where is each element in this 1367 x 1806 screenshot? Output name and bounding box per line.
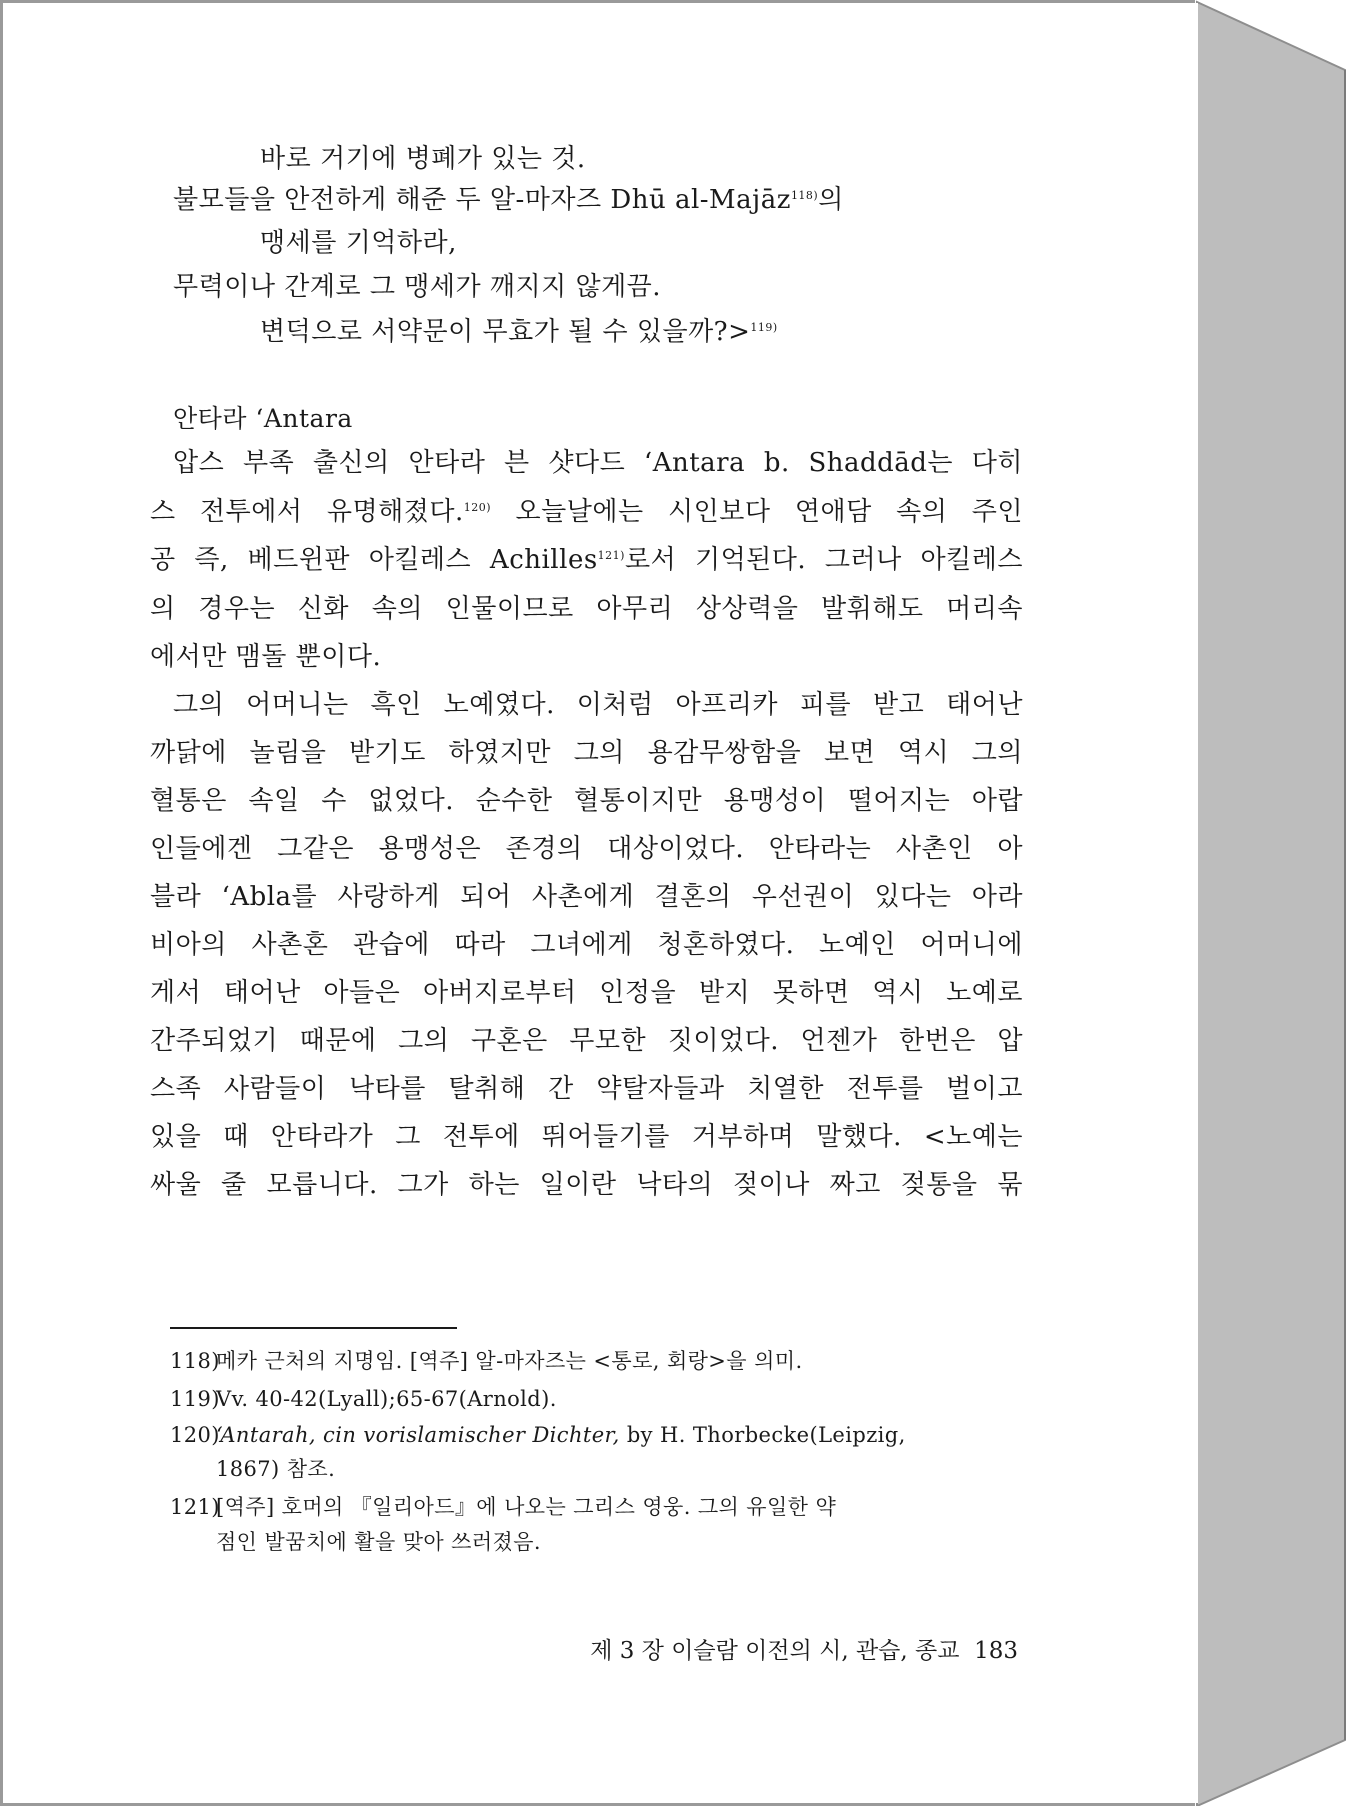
footnote-118: 118)메카 근처의 지명임. [역주] 알-마자즈는 <통로, 회랑>을 의미.	[170, 1349, 803, 1373]
footnote-ref[interactable]: 120)	[463, 501, 492, 514]
paragraph-line: 게서 태어난 아들은 아버지로부터 인정을 받지 못하면 역시 노예로	[150, 978, 1023, 1008]
paragraph-line: 비아의 사촌혼 관습에 따라 그녀에게 청혼하였다. 노예인 어머니에	[150, 930, 1023, 960]
paragraph-line: 에서만 맴돌 뿐이다.	[150, 642, 382, 672]
footnote-121-cont: 점인 발꿈치에 활을 맞아 쓰러졌음.	[216, 1530, 541, 1554]
paragraph-line: 혈통은 속일 수 없었다. 순수한 혈통이지만 용맹성이 떨어지는 아랍	[150, 786, 1023, 816]
paragraph-line: 블라 ‘Abla를 사랑하게 되어 사촌에게 결혼의 우선권이 있다는 아라	[150, 882, 1023, 912]
paragraph-line: 스족 사람들이 낙타를 탈취해 간 약탈자들과 치열한 전투를 벌이고	[150, 1074, 1023, 1104]
paragraph-line: 간주되었기 때문에 그의 구혼은 무모한 짓이었다. 언젠가 한번은 압	[150, 1026, 1023, 1056]
footnote-120: 120)‘Antarah, cin vorislamischer Dichter, by H. Thorbecke(Leipzig,	[170, 1423, 906, 1447]
footnote-ref[interactable]: 118)	[790, 189, 819, 202]
paragraph-line: 싸울 줄 모릅니다. 그가 하는 일이란 낙타의 젖이나 짜고 젖통을 묶	[150, 1170, 1023, 1200]
page-number: 183	[974, 1638, 1018, 1664]
chapter-title: 제 3 장 이슬람 이전의 시, 관습, 종교	[590, 1638, 960, 1664]
section-heading: 안타라 ‘Antara	[173, 404, 353, 433]
footnote-ref[interactable]: 119)	[750, 321, 778, 334]
footnote-121: 121)[역주] 호머의 『일리아드』에 나오는 그리스 영웅. 그의 유일한 약	[170, 1495, 837, 1519]
paragraph-line: 공 즉, 베드윈판 아킬레스 Achilles$^{121)}$로서 기억된다. 그러나 아킬레스	[150, 545, 1023, 575]
page-footer	[523, 1635, 1018, 1667]
footnote-119: 119)Vv. 40-42(Lyall);65-67(Arnold).	[170, 1387, 557, 1411]
paragraph-line: 까닭에 놀림을 받기도 하였지만 그의 용감무쌍함을 보면 역시 그의	[150, 738, 1023, 768]
paragraph-line: 의 경우는 신화 속의 인물이므로 아무리 상상력을 발휘해도 머리속	[150, 594, 1023, 624]
footnote-rule	[170, 1327, 457, 1329]
poem-line: 바로 거기에 병폐가 있는 것.	[260, 144, 586, 174]
paragraph-line: 있을 때 안타라가 그 전투에 뛰어들기를 거부하며 말했다. <노예는	[150, 1122, 1023, 1152]
poem-line: 무력이나 간계로 그 맹세가 깨지지 않게끔.	[173, 272, 662, 302]
page-edge-shadow	[1195, 0, 1367, 1806]
poem-line: 맹세를 기억하라,	[260, 228, 457, 258]
paragraph-line: 그의 어머니는 흑인 노예였다. 이처럼 아프리카 피를 받고 태어난	[173, 690, 1023, 720]
paragraph-line: 인들에겐 그같은 용맹성은 존경의 대상이었다. 안타라는 사촌인 아	[150, 834, 1023, 864]
paragraph-line: 스 전투에서 유명해졌다.$^{120)}$ 오늘날에는 시인보다 연애담 속의 주인	[150, 497, 1023, 527]
footnote-120-cont: 1867) 참조.	[216, 1457, 336, 1481]
poem-line: 불모들을 안전하게 해준 두 알-마자즈 Dhū al-Majāz$^{118)}$의	[173, 185, 844, 215]
book-page	[3, 3, 1198, 1803]
footnote-ref[interactable]: 121)	[597, 549, 625, 562]
poem-line: 변덕으로 서약문이 무효가 될 수 있을까?>$^{119)}$	[260, 317, 778, 347]
paragraph-line: 압스 부족 출신의 안타라 븐 샷다드 ‘Antara b. Shaddād는 다히	[173, 448, 1023, 478]
